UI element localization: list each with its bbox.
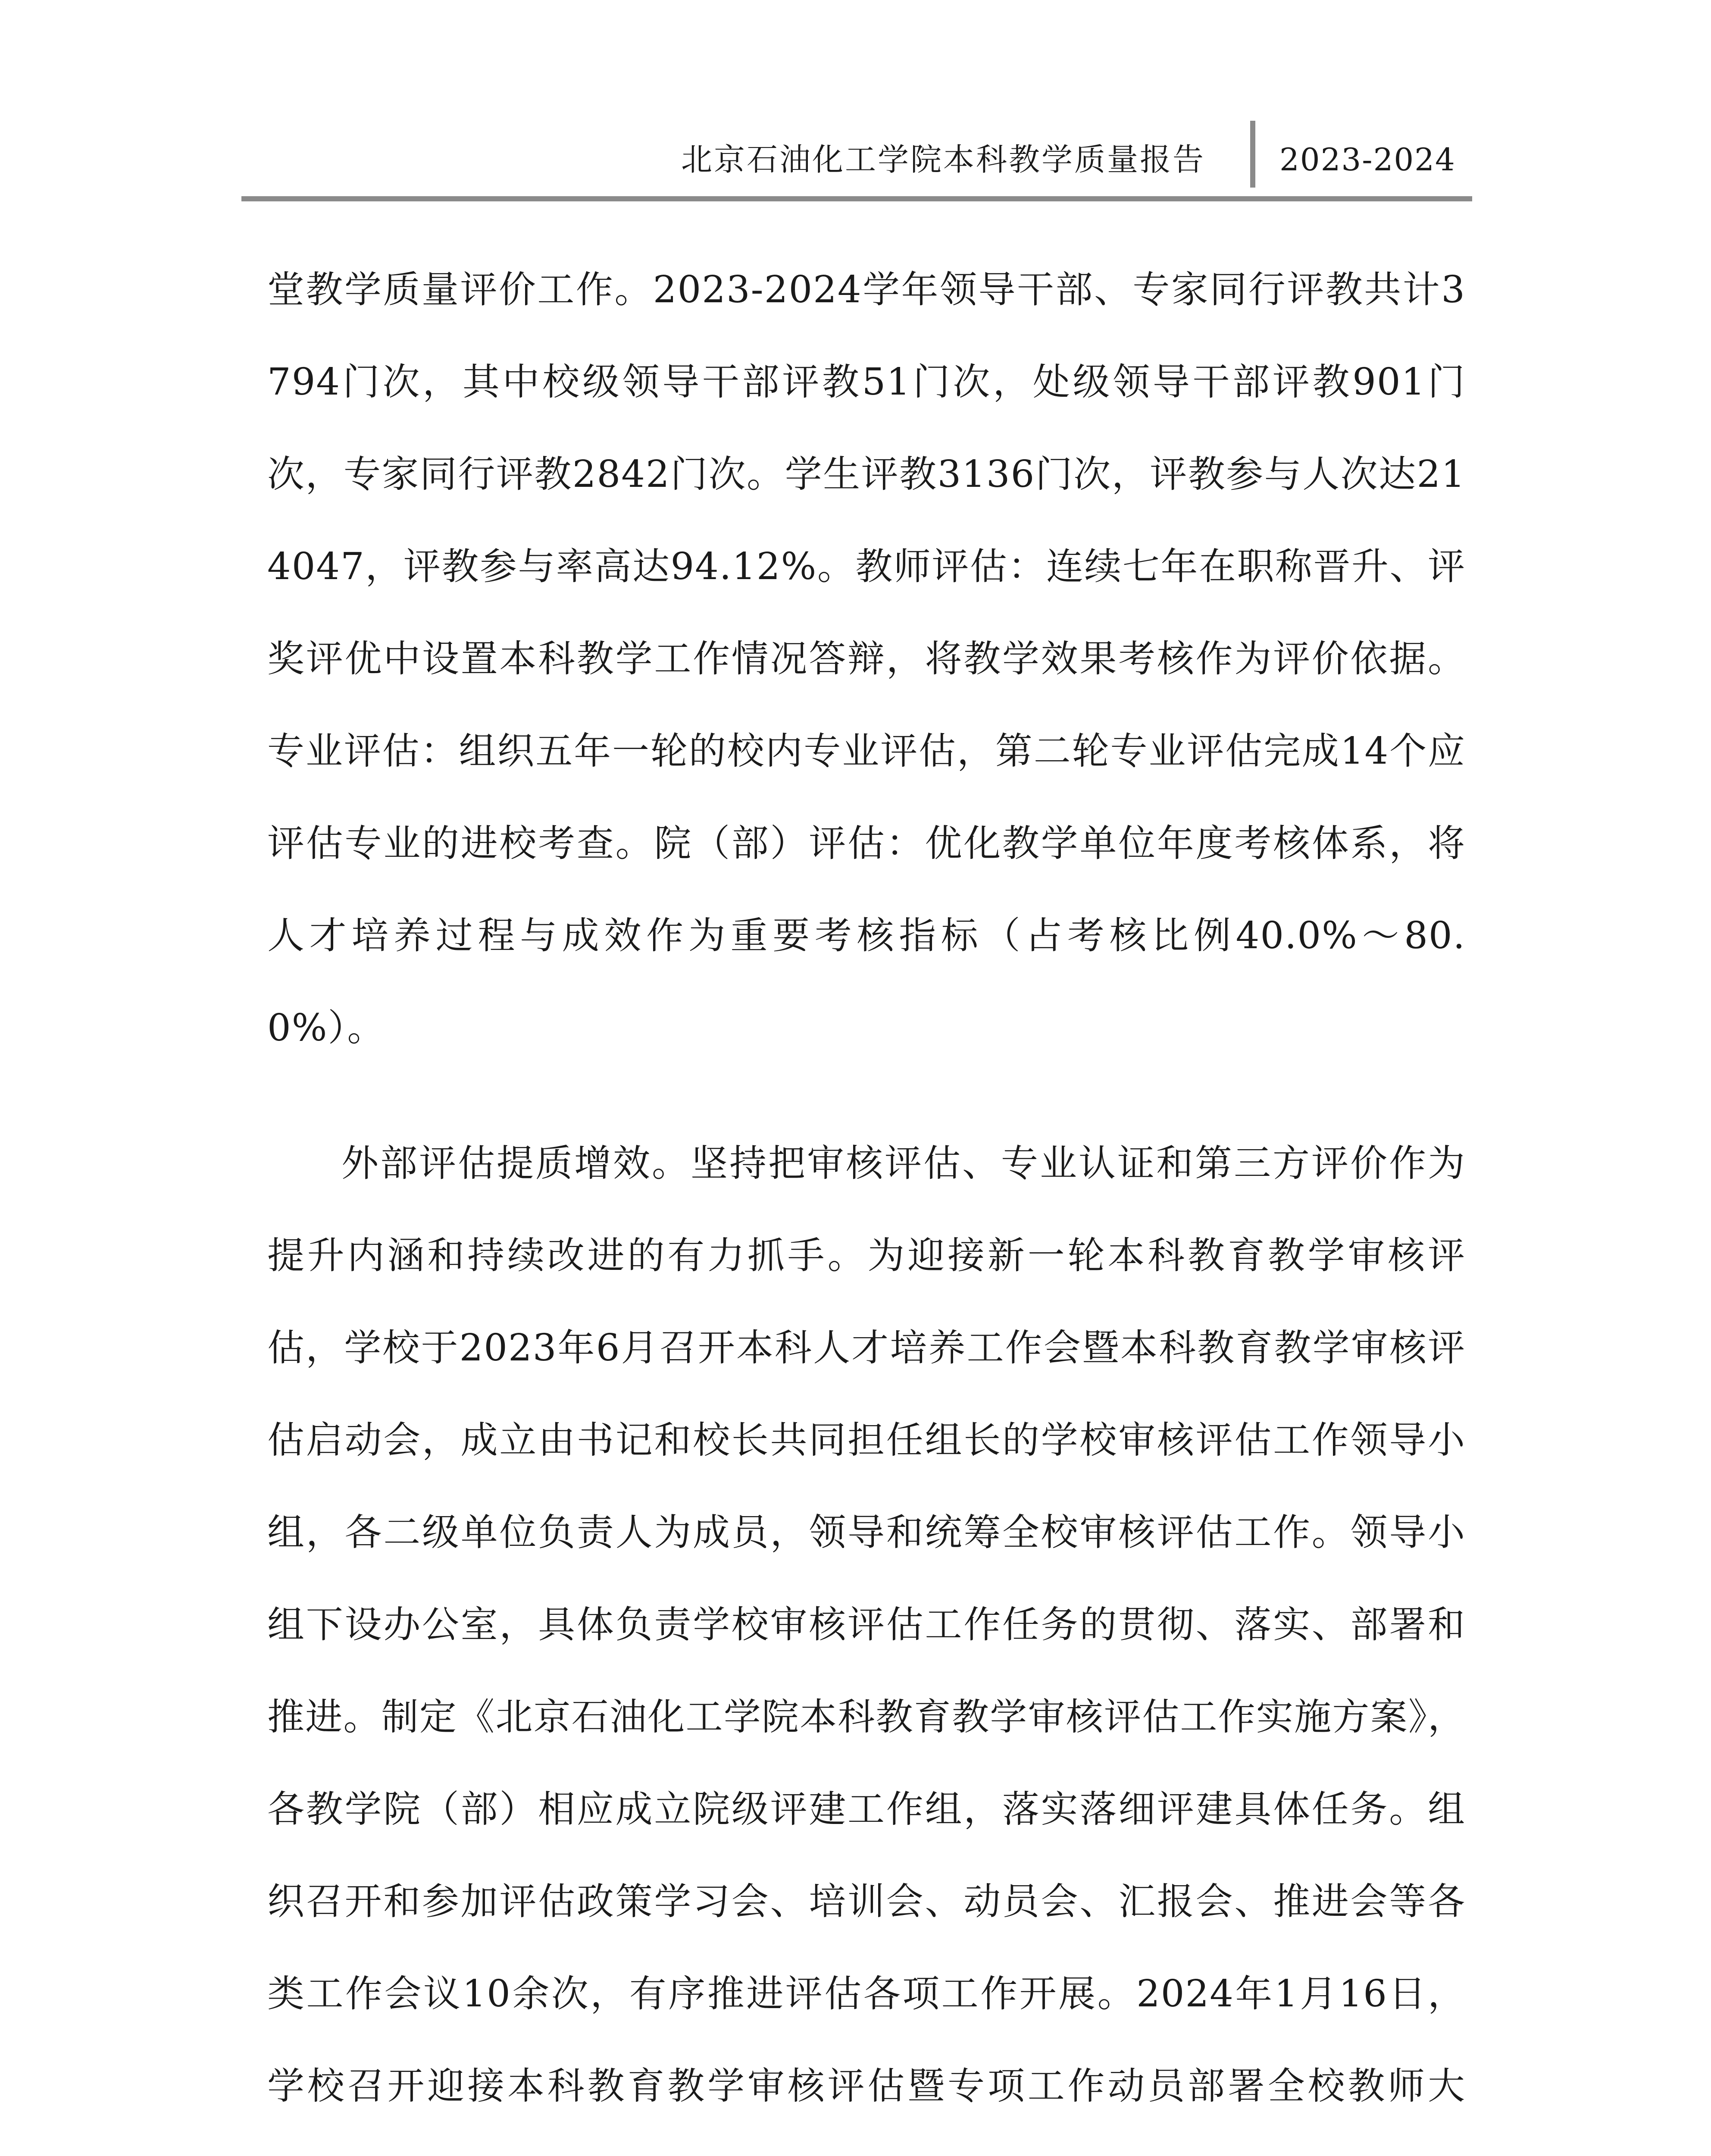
page-header bbox=[241, 129, 1472, 198]
header-rule bbox=[241, 196, 1472, 201]
paragraph-continued: 堂教学质量评价工作。2023-2024学年领导干部、专家同行评教共计3794门次，其中校级领导干部评教51门次，处级领导干部评教901门次，专家同行评教2842门次。学生评教3136门次，评教参与人次达214047，评教参与率高达94.12%。教师评估：连续七年在职称晋升、评奖评优中设置本科教学工作情况答辩，将教学效果考核作为评价依据。专业评估：组织五年一轮的校内专业评估，第二轮专业评估完成14个应评估专业的进校考查。院（部）评估：优化教学单位年度考核体系，将人才培养过程与成效作为重要考核指标（占考核比例40.0%～80.0%）。 bbox=[267, 268, 1466, 1050]
report-title: 北京石油化工学院本科教学质量报告 bbox=[681, 141, 1206, 178]
report-year: 2023-2024 bbox=[1279, 141, 1456, 178]
paragraph-external-evaluation: 外部评估提质增效。坚持把审核评估、专业认证和第三方评价作为提升内涵和持续改进的有力抓手。为迎接新一轮本科教育教学审核评估，学校于2023年6月召开本科人才培养工作会暨本科教育教学审核评估启动会，成立由书记和校长共同担任组长的学校审核评估工作领导小组，各二级单位负责人为成员，领导和统筹全校审核评估工作。领导小组下设办公室，具体负责学校审核评估工作任务的贯彻、落实、部署和推进。制定《北京石油化工学院本科教育教学审核评估工作实施方案》，各教学院（部）相应成立院级评建工作组，落实落细评建具体任务。组织召开和参加评估政策学习会、培训会、动员会、汇报会、推进会等各类工作会议10余次，有序推进评估各项工作开展。2024年1月16日，学校召开迎接本科教育教学审核评估暨专项工作动员部署全校教师大 bbox=[267, 1142, 1466, 2108]
header-divider bbox=[1250, 121, 1255, 188]
body-text bbox=[267, 244, 1466, 2156]
